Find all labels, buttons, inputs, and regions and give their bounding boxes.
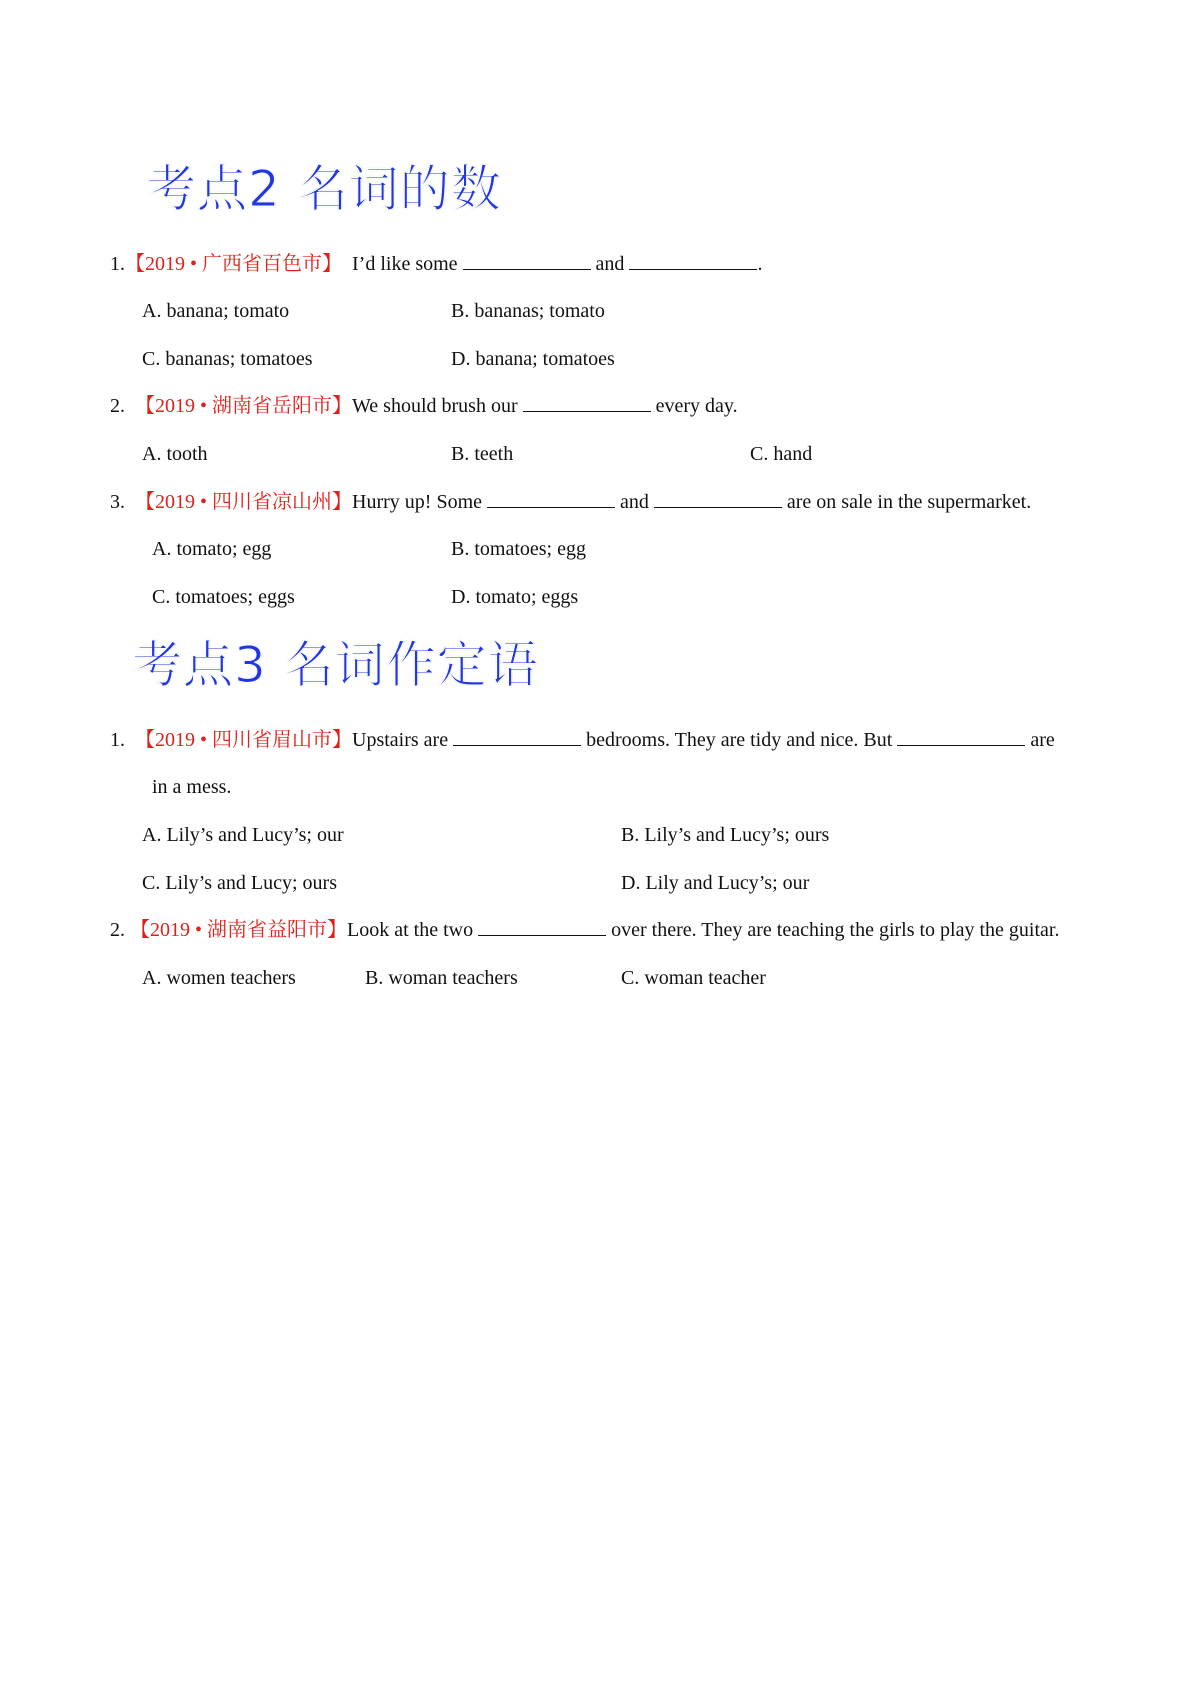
question-continuation: in a mess. — [152, 776, 232, 798]
answer-blank — [453, 729, 581, 746]
question-2 — [110, 918, 1059, 942]
option-d: D. tomato; eggs — [451, 586, 579, 608]
question-text: We should brush our — [352, 395, 518, 417]
question-text: are — [1030, 729, 1055, 751]
answer-blank — [629, 253, 757, 270]
question-number: 1. — [110, 253, 125, 275]
question-source: 【2019 • 四川省眉山市】 — [135, 729, 353, 751]
option-b: B. Lily’s and Lucy’s; ours — [621, 824, 830, 846]
question-text: Hurry up! Some — [352, 491, 482, 513]
section-title: 考点3 名词作定语 — [132, 636, 539, 694]
option-a: A. banana; tomato — [142, 300, 290, 322]
option-c: C. tomatoes; eggs — [152, 586, 295, 608]
question-3 — [110, 490, 1031, 514]
question-text: Look at the two — [347, 919, 474, 941]
option-b: B. teeth — [451, 443, 514, 465]
option-c: C. bananas; tomatoes — [142, 348, 313, 370]
answer-blank — [478, 919, 606, 936]
question-text: bedrooms. They are tidy and nice. But — [586, 729, 893, 751]
answer-blank — [487, 491, 615, 508]
answer-blank — [654, 491, 782, 508]
option-b: B. tomatoes; egg — [451, 538, 586, 560]
option-a: A. Lily’s and Lucy’s; our — [142, 824, 344, 846]
option-b: B. bananas; tomato — [451, 300, 605, 322]
option-d: D. Lily and Lucy’s; our — [621, 872, 810, 894]
option-c: C. hand — [750, 443, 813, 465]
question-text: and — [620, 491, 649, 513]
question-2 — [110, 394, 738, 418]
question-1 — [110, 728, 1055, 752]
question-text: and — [595, 253, 625, 275]
question-1 — [110, 252, 762, 276]
answer-blank — [463, 253, 591, 270]
question-source: 【2019 • 湖南省岳阳市】 — [135, 395, 353, 417]
question-number: 3. — [110, 491, 125, 513]
answer-blank — [897, 729, 1025, 746]
question-text: Upstairs are — [352, 729, 449, 751]
section-title: 考点2 名词的数 — [146, 160, 502, 218]
question-number: 1. — [110, 729, 125, 751]
option-a: A. women teachers — [142, 967, 296, 989]
question-text: over there. They are teaching the girls to play the guitar. — [611, 919, 1060, 941]
question-source: 【2019 • 广西省百色市】 — [125, 253, 343, 275]
option-c: C. Lily’s and Lucy; ours — [142, 872, 337, 894]
answer-blank — [523, 395, 651, 412]
question-text: . — [757, 253, 763, 275]
question-text: are on sale in the supermarket. — [786, 491, 1032, 513]
option-d: D. banana; tomatoes — [451, 348, 615, 370]
option-b: B. woman teachers — [365, 967, 518, 989]
question-number: 2. — [110, 395, 125, 417]
option-a: A. tomato; egg — [152, 538, 272, 560]
option-a: A. tooth — [142, 443, 208, 465]
question-number: 2. — [110, 919, 125, 941]
question-source: 【2019 • 湖南省益阳市】 — [130, 919, 348, 941]
question-source: 【2019 • 四川省凉山州】 — [135, 491, 353, 513]
option-c: C. woman teacher — [621, 967, 766, 989]
question-text: every day. — [655, 395, 738, 417]
question-text: I’d like some — [352, 253, 458, 275]
